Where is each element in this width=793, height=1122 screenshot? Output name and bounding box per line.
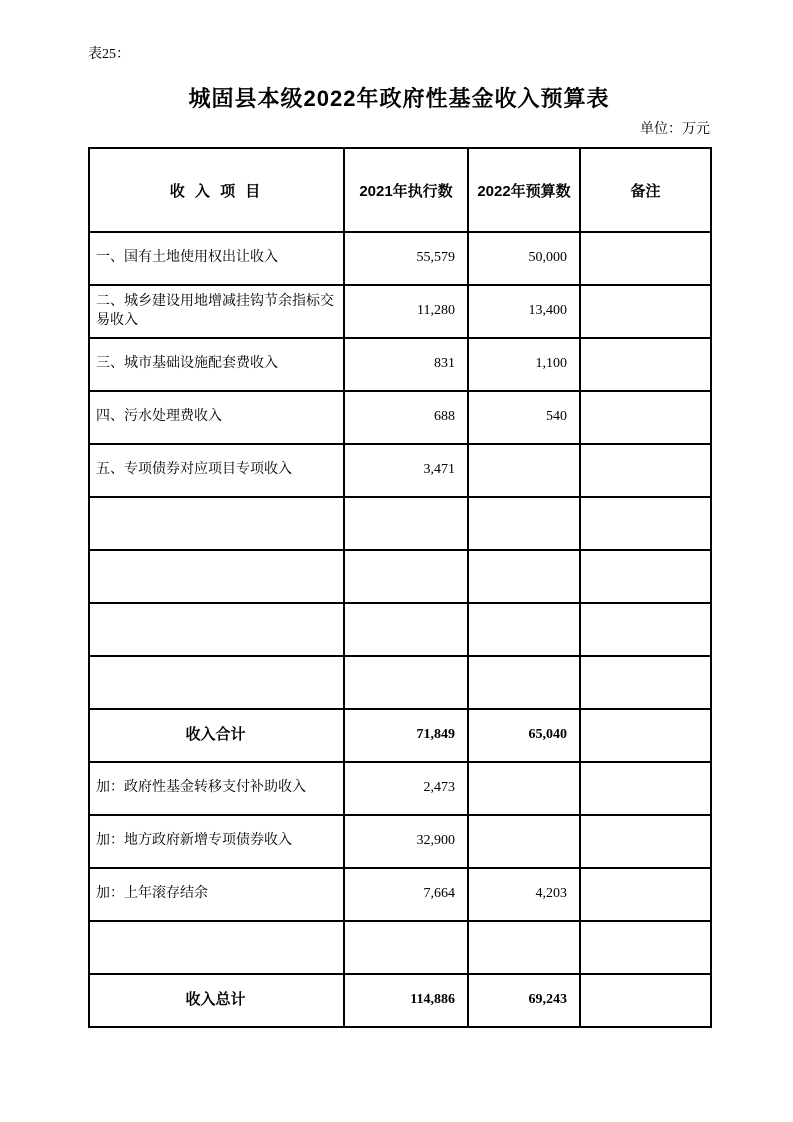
income-item-cell: 加：地方政府新增专项债券收入: [89, 815, 344, 868]
table-row: [89, 391, 711, 444]
budget-table-body: [89, 232, 711, 1027]
table-row: [89, 974, 711, 1027]
budget-table-header: [89, 148, 711, 232]
column-header-2021-actual: 2021年执行数: [344, 148, 468, 232]
page-title: 城固县本级2022年政府性基金收入预算表: [188, 86, 610, 111]
value-2022-cell: [468, 603, 580, 656]
table-row: [89, 868, 711, 921]
value-2022-cell: [468, 815, 580, 868]
value-2022-cell: [468, 497, 580, 550]
table-row: [89, 603, 711, 656]
table-number-label: 表25：: [88, 47, 130, 62]
remarks-cell: [580, 921, 711, 974]
income-item-cell: 加：政府性基金转移支付补助收入: [89, 762, 344, 815]
remarks-cell: [580, 550, 711, 603]
value-2022-cell: [468, 921, 580, 974]
remarks-cell: [580, 974, 711, 1027]
table-row: [89, 656, 711, 709]
remarks-cell: [580, 603, 711, 656]
value-2021-cell: 32,900: [344, 815, 468, 868]
remarks-cell: [580, 391, 711, 444]
income-item-cell: 收入合计: [89, 709, 344, 762]
value-2021-cell: 831: [344, 338, 468, 391]
value-2022-cell: 1,100: [468, 338, 580, 391]
value-2022-cell: 540: [468, 391, 580, 444]
table-row: [89, 444, 711, 497]
table-row: [89, 815, 711, 868]
value-2021-cell: 2,473: [344, 762, 468, 815]
income-item-cell: 三、城市基础设施配套费收入: [89, 338, 344, 391]
value-2021-cell: 688: [344, 391, 468, 444]
unit-note: 单位：万元: [640, 122, 710, 137]
column-header-income-item: 收 入 项 目: [89, 148, 344, 232]
table-row: [89, 550, 711, 603]
income-item-cell: [89, 603, 344, 656]
value-2021-cell: [344, 497, 468, 550]
value-2022-cell: [468, 762, 580, 815]
income-item-cell: 五、专项债券对应项目专项收入: [89, 444, 344, 497]
column-header-2022-budget: 2022年预算数: [468, 148, 580, 232]
table-row: [89, 232, 711, 285]
value-2021-cell: [344, 921, 468, 974]
remarks-cell: [580, 868, 711, 921]
table-row: [89, 762, 711, 815]
remarks-cell: [580, 656, 711, 709]
header-row: [89, 148, 711, 232]
income-item-cell: 加：上年滚存结余: [89, 868, 344, 921]
income-item-cell: 四、污水处理费收入: [89, 391, 344, 444]
table-row: [89, 921, 711, 974]
table-row: [89, 709, 711, 762]
value-2021-cell: 3,471: [344, 444, 468, 497]
remarks-cell: [580, 815, 711, 868]
value-2022-cell: 69,243: [468, 974, 580, 1027]
value-2022-cell: 50,000: [468, 232, 580, 285]
income-item-cell: [89, 656, 344, 709]
remarks-cell: [580, 285, 711, 338]
value-2022-cell: 65,040: [468, 709, 580, 762]
value-2022-cell: [468, 656, 580, 709]
value-2021-cell: 55,579: [344, 232, 468, 285]
budget-table: [88, 147, 712, 1028]
value-2021-cell: [344, 656, 468, 709]
income-item-cell: 收入总计: [89, 974, 344, 1027]
remarks-cell: [580, 338, 711, 391]
remarks-cell: [580, 709, 711, 762]
value-2021-cell: 71,849: [344, 709, 468, 762]
income-item-cell: [89, 921, 344, 974]
remarks-cell: [580, 497, 711, 550]
table-row: [89, 285, 711, 338]
remarks-cell: [580, 444, 711, 497]
value-2021-cell: 11,280: [344, 285, 468, 338]
income-item-cell: [89, 550, 344, 603]
value-2021-cell: 114,886: [344, 974, 468, 1027]
value-2021-cell: [344, 603, 468, 656]
value-2022-cell: 13,400: [468, 285, 580, 338]
value-2022-cell: 4,203: [468, 868, 580, 921]
table-row: [89, 338, 711, 391]
remarks-cell: [580, 232, 711, 285]
value-2022-cell: [468, 550, 580, 603]
value-2021-cell: [344, 550, 468, 603]
income-item-cell: 二、城乡建设用地增减挂钩节余指标交易收入: [89, 285, 344, 338]
column-header-remarks: 备注: [580, 148, 711, 232]
table-row: [89, 497, 711, 550]
income-item-cell: 一、国有土地使用权出让收入: [89, 232, 344, 285]
value-2022-cell: [468, 444, 580, 497]
value-2021-cell: 7,664: [344, 868, 468, 921]
income-item-cell: [89, 497, 344, 550]
remarks-cell: [580, 762, 711, 815]
